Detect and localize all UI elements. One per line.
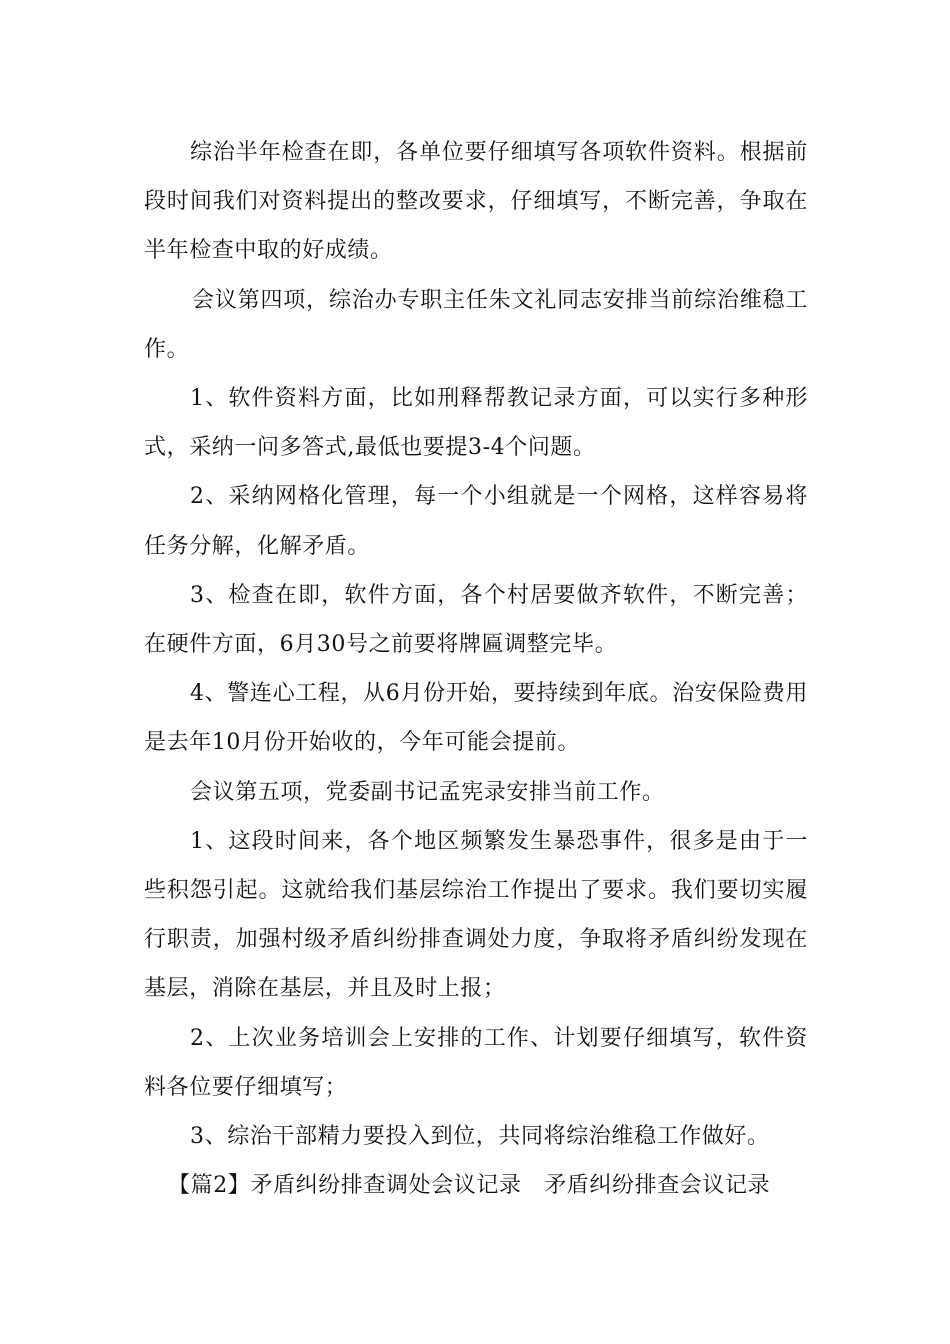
paragraph-item-4-police: 4、警连心工程，从6月份开始，要持续到年底。治安保险费用是去年10月份开始收的，今年可能会提前。 — [144, 681, 808, 756]
paragraph-item-3-cadres: 3、综治干部精力要投入到位，共同将综治维稳工作做好。 — [190, 1124, 770, 1150]
paragraph-item-2-training: 2、上次业务培训会上安排的工作、计划要仔细填写，软件资料各位要仔细填写； — [144, 1025, 808, 1100]
paragraph-item-2-grid: 2、采纳网格化管理，每一个小组就是一个网格，这样容易将任务分解，化解矛盾。 — [144, 484, 808, 559]
paragraph-item-1-software: 1、软件资料方面，比如刑释帮教记录方面，可以实行多种形式，采纳一问多答式,最低也要提3-4个问题。 — [144, 386, 808, 461]
document-body — [144, 128, 808, 1210]
paragraph-agenda-item-5: 会议第五项，党委副书记孟宪录安排当前工作。 — [190, 779, 665, 805]
paragraph-agenda-item-4: 会议第四项，综治办专职主任朱文礼同志安排当前综治维稳工作。 — [144, 287, 808, 362]
paragraph-item-3-inspection: 3、检查在即，软件方面，各个村居要做齐软件，不断完善；在硬件方面，6月30号之前要将牌匾调整完毕。 — [144, 582, 808, 658]
section-heading: 【篇2】矛盾纠纷排查调处会议记录 矛盾纠纷排查会议记录 — [168, 1173, 771, 1199]
paragraph-item-1-incidents: 1、这段时间来，各个地区频繁发生暴恐事件，很多是由于一些积怨引起。这就给我们基层综治工作提出了要求。我们要切实履行职责，加强村级矛盾纠纷排查调处力度，争取将矛盾纠纷发现在基层，消除在基层，并且及时上报； — [144, 828, 808, 1002]
paragraph-inspection: 综治半年检查在即，各单位要仔细填写各项软件资料。根据前段时间我们对资料提出的整改要求，仔细填写，不断完善，争取在半年检查中取的好成绩。 — [144, 140, 808, 264]
